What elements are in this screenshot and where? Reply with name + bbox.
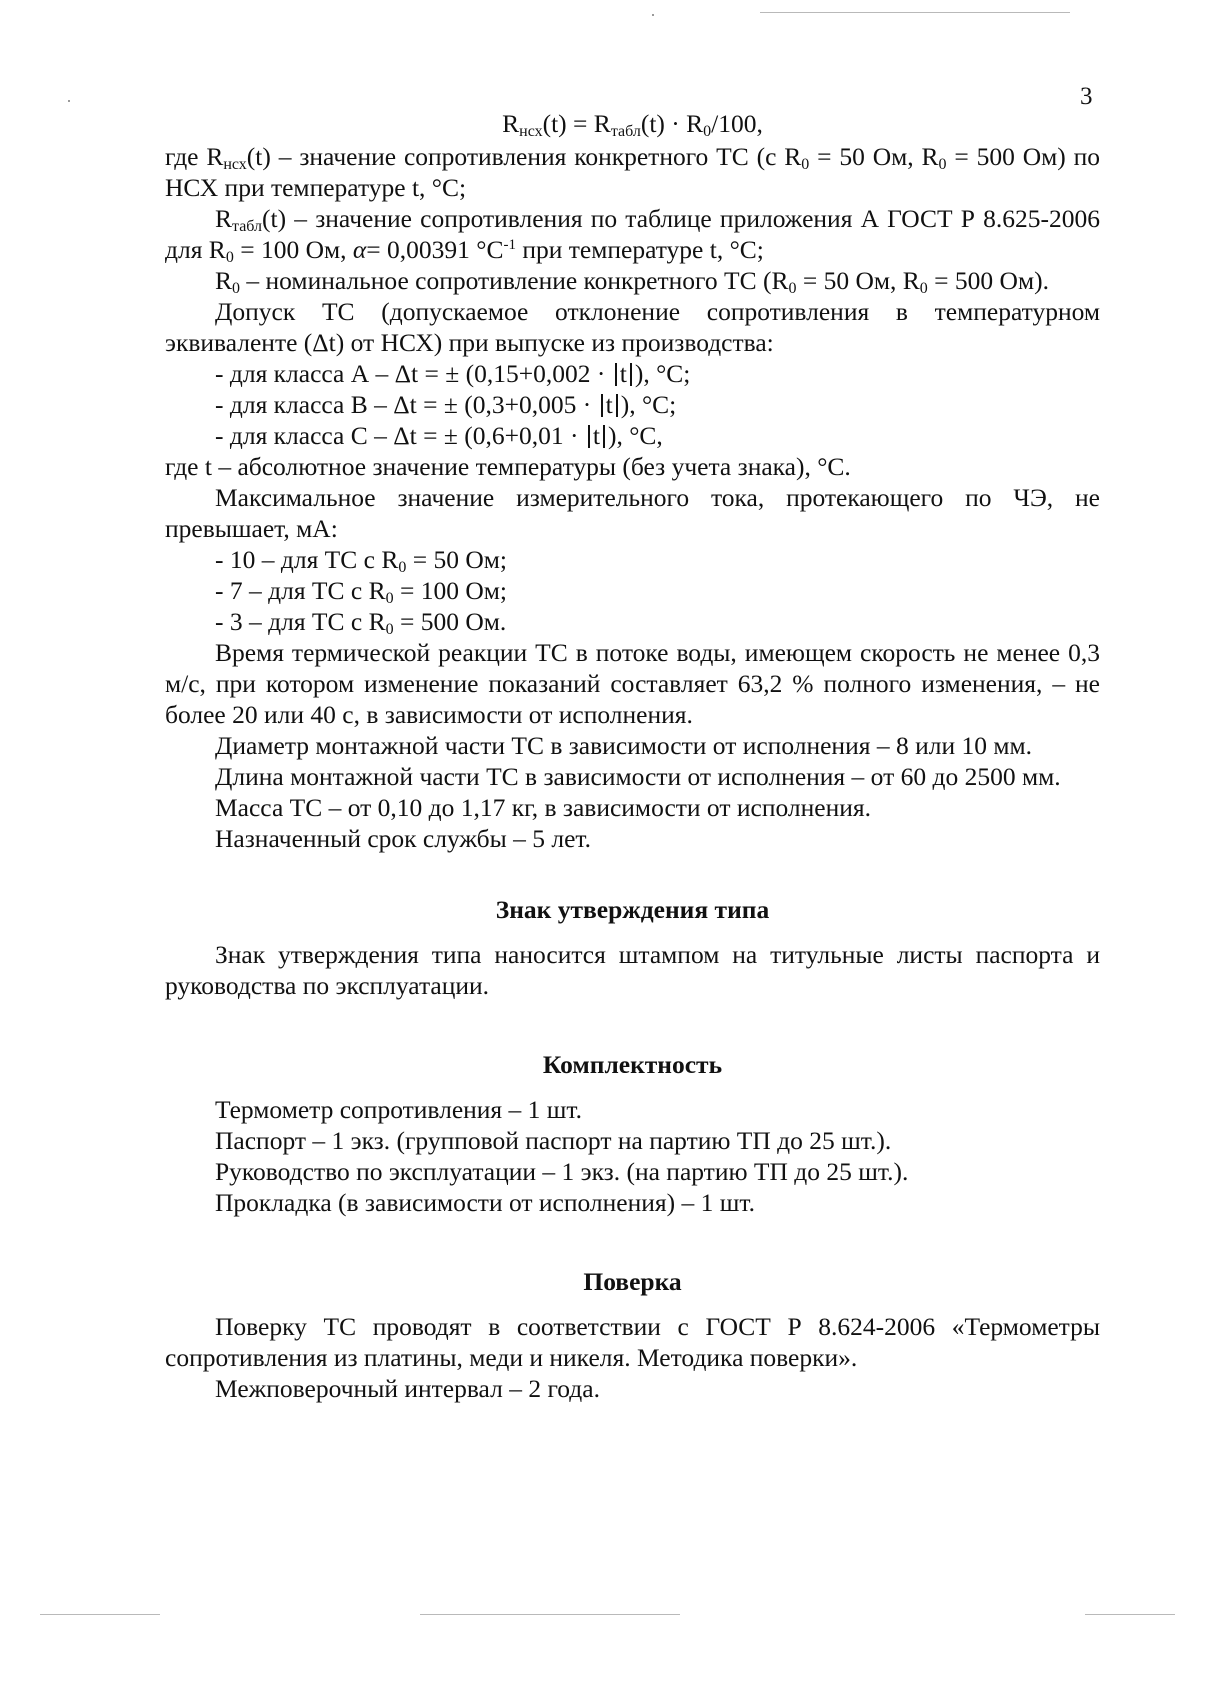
scan-artifact-top [760, 12, 1070, 13]
paragraph-verification: Поверку ТС проводят в соответствии с ГОСТ Р 8.624-2006 «Термометры сопротивления из платины, меди и никеля. Методика поверки». [165, 1312, 1100, 1372]
paragraph-rtabl-definition: $R_{табл}(t)$ – значение сопротивления по таблице приложения А ГОСТ Р 8.625-2006 для $R_0 = 100$ Ом, α= 0,00391 $^\circ С^{-1}$ при температуре t, °С; [165, 204, 1100, 266]
tolerance-class-c: - для класса С – Δt = ± (0,6+0,01 · t ), °С, [215, 421, 663, 450]
document-body [165, 108, 1100, 1404]
abs-bar [601, 394, 603, 417]
scan-artifact-bottom-right [1085, 1614, 1175, 1615]
abs-bar [615, 363, 617, 386]
section-title-kit: Комплектность [542, 1050, 723, 1079]
scan-artifact-bottom-mid [420, 1614, 680, 1615]
abs-bar [588, 425, 590, 448]
current-item-50: - 10 – для ТС с $R_0 = 50$ Ом; [215, 545, 507, 576]
page-number: 3 [1080, 83, 1093, 110]
scan-dot [68, 100, 70, 102]
tolerance-class-b: - для класса В – Δt = ± (0,3+0,005 · t ), °С; [215, 390, 677, 419]
current-item-500: - 3 – для ТС с $R_0 = 500$ Ом. [215, 607, 507, 638]
paragraph-thermal-response: Время термической реакции ТС в потоке воды, имеющем скорость не менее 0,3 м/с, при котором изменение показаний составляет 63,2 % полного изменения, – не более 20 или 40 с, в зависимости от исполнения. [165, 638, 1100, 729]
paragraph-service-life: Назначенный срок службы – 5 лет. [215, 824, 592, 853]
paragraph-length: Длина монтажной части ТС в зависимости от исполнения – от 60 до 2500 мм. [215, 762, 1061, 791]
formula-resistance: $R_{нсх}(t) = R_{табл}(t) \cdot R_0/100$, [502, 109, 763, 140]
paragraph-diameter: Диаметр монтажной части ТС в зависимости от исполнения – 8 или 10 мм. [215, 731, 1032, 760]
kit-item: Руководство по эксплуатации – 1 экз. (на партию ТП до 25 шт.). [215, 1157, 909, 1186]
kit-item: Термометр сопротивления – 1 шт. [215, 1095, 583, 1124]
section-title-verification: Поверка [583, 1267, 682, 1296]
paragraph-t-definition: где t – абсолютное значение температуры (без учета знака), °С. [165, 452, 851, 481]
scan-artifact-bottom-left [40, 1614, 160, 1615]
paragraph-mass: Масса ТС – от 0,10 до 1,17 кг, в зависимости от исполнения. [215, 793, 871, 822]
tolerance-class-a: - для класса А – Δt = ± (0,15+0,002 · t ), °С; [215, 359, 691, 388]
paragraph-verification-interval: Межповерочный интервал – 2 года. [215, 1374, 600, 1403]
abs-bar [630, 363, 632, 386]
paragraph-tolerance-intro: Допуск ТС (допускаемое отклонение сопротивления в температурном эквиваленте (Δt) от НСХ) при выпуске из производства: [165, 297, 1100, 357]
paragraph-rnsx-definition: где $R_{нсх}(t)$ – значение сопротивления конкретного ТС (с $R_0 = 50$ Ом, $R_0 = 500$ Ом) по НСХ при температуре t, °С; [165, 142, 1100, 202]
paragraph-approval: Знак утверждения типа наносится штампом на титульные листы паспорта и руководства по эксплуатации. [165, 940, 1100, 1000]
paragraph-r0-definition: $R_0$ – номинальное сопротивление конкретного ТС ($R_0 = 50$ Ом, $R_0 = 500$ Ом). [215, 266, 1049, 297]
scan-dot [652, 14, 654, 16]
abs-bar [603, 425, 605, 448]
current-item-100: - 7 – для ТС с $R_0 = 100$ Ом; [215, 576, 507, 607]
kit-item: Паспорт – 1 экз. (групповой паспорт на партию ТП до 25 шт.). [215, 1126, 892, 1155]
paragraph-max-current: Максимальное значение измерительного тока, протекающего по ЧЭ, не превышает, мА: [165, 483, 1100, 543]
abs-bar [616, 394, 618, 417]
section-title-approval: Знак утверждения типа [495, 895, 770, 924]
kit-item: Прокладка (в зависимости от исполнения) – 1 шт. [215, 1188, 755, 1217]
